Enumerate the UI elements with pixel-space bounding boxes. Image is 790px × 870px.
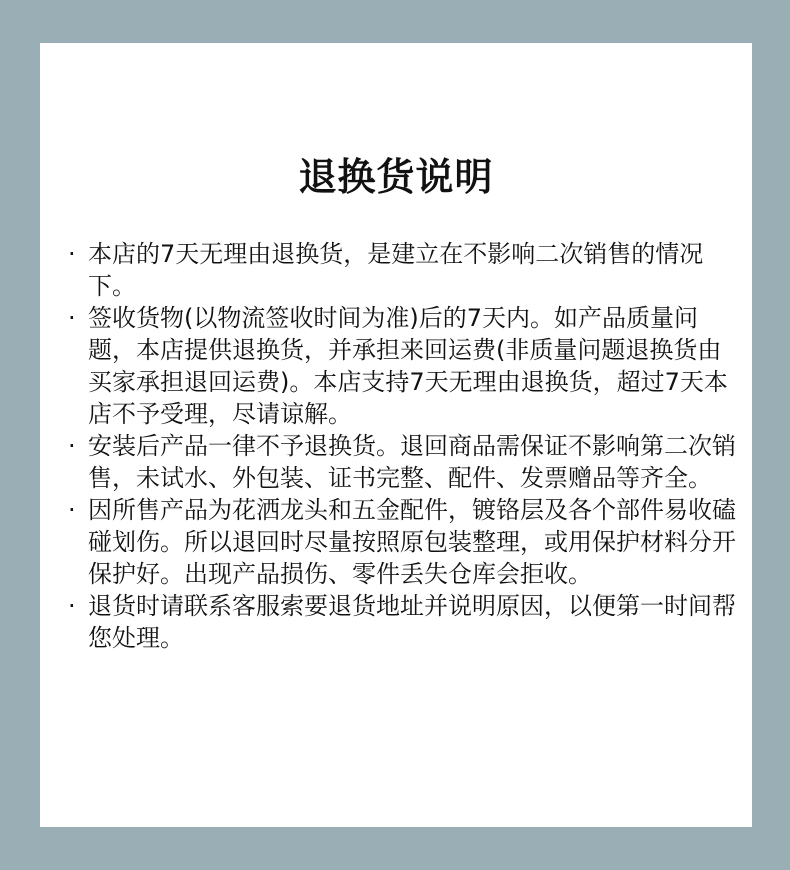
rules-list: [68, 238, 738, 654]
rule-text: 本店的7天无理由退换货，是建立在不影响二次销售的情况下。: [88, 240, 704, 300]
bullet-icon: ·: [68, 304, 76, 332]
rule-text: 因所售产品为花洒龙头和五金配件，镀铬层及各个部件易收磕碰划伤。所以退回时尽量按照原包装整理，或用保护材料分开保护好。出现产品损伤、零件丢失仓库会拒收。: [88, 496, 736, 588]
rule-text: 签收货物(以物流签收时间为准)后的7天内。如产品质量问题，本店提供退换货，并承担来回运费(非质量问题退换货由买家承担退回运费)。本店支持7天无理由退换货，超过7天本店不予受理，尽请谅解。: [88, 304, 728, 428]
rule-item: [68, 430, 738, 494]
bullet-icon: ·: [68, 592, 76, 620]
rule-text: 安装后产品一律不予退换货。退回商品需保证不影响第二次销售，未试水、外包装、证书完整、配件、发票赠品等齐全。: [88, 432, 736, 492]
bullet-icon: ·: [68, 496, 76, 524]
rule-text: 退货时请联系客服索要退货地址并说明原因，以便第一时间帮您处理。: [88, 592, 736, 652]
rule-item: [68, 238, 738, 302]
bullet-icon: ·: [68, 432, 76, 460]
rule-item: [68, 590, 738, 654]
policy-card: [40, 43, 752, 827]
rule-item: [68, 494, 738, 590]
page-title: 退换货说明: [298, 155, 494, 199]
rule-item: [68, 302, 738, 430]
bullet-icon: ·: [68, 240, 76, 268]
